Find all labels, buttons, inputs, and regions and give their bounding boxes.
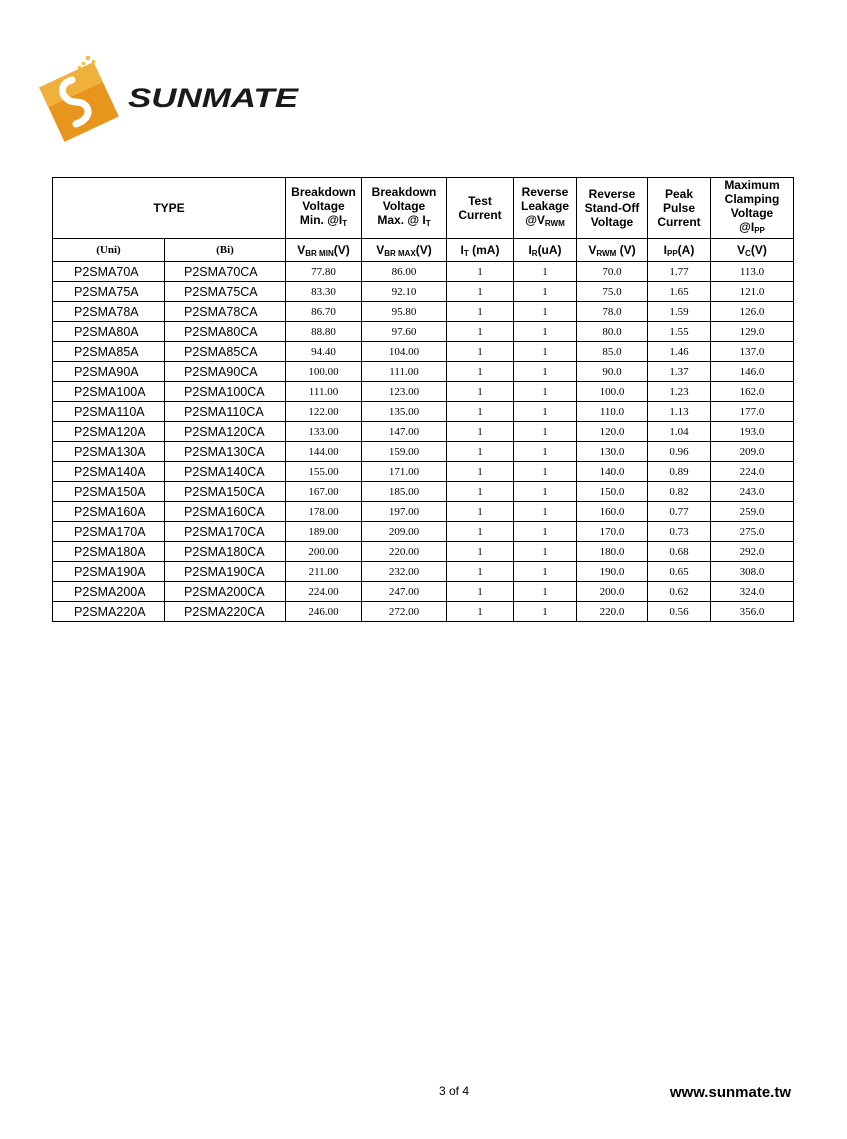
table-cell: 200.00 (286, 542, 362, 562)
table-row (53, 602, 794, 622)
table-row (53, 462, 794, 482)
table-cell: P2SMA180A (53, 542, 165, 562)
table-cell: 220.00 (362, 542, 447, 562)
table-cell: 356.0 (711, 602, 794, 622)
ipp-unit: $I_{PP}(A)$ (648, 239, 711, 262)
table-cell: 180.0 (577, 542, 648, 562)
table-cell: 70.0 (577, 262, 648, 282)
ir-unit: $I_R(uA)$ (514, 239, 577, 262)
table-cell: 224.00 (286, 582, 362, 602)
it-unit: $I_T$ (mA) (447, 239, 514, 262)
table-cell: 1 (514, 482, 577, 502)
table-row (53, 262, 794, 282)
leakage-header: Reverse Leakage $@V_{RWM}$ (514, 178, 577, 239)
table-cell: 162.0 (711, 382, 794, 402)
table-cell: 1 (514, 502, 577, 522)
vrwm-unit: $V_{RWM}$ (V) (577, 239, 648, 262)
table-cell: 1 (447, 282, 514, 302)
table-cell: 220.0 (577, 602, 648, 622)
table-row (53, 562, 794, 582)
table-cell: P2SMA100A (53, 382, 165, 402)
page-number: 3 of 4 (438, 1084, 470, 1098)
table-cell: P2SMA220A (53, 602, 165, 622)
vc-unit: $V_C(V)$ (711, 239, 794, 262)
table-cell: 113.0 (711, 262, 794, 282)
table-cell: 88.80 (286, 322, 362, 342)
table-cell: 1 (514, 422, 577, 442)
spec-table (52, 177, 794, 622)
table-cell: 1 (447, 322, 514, 342)
table-cell: 292.0 (711, 542, 794, 562)
sunmate-logo (36, 52, 306, 142)
table-cell: 197.00 (362, 502, 447, 522)
table-cell: 147.00 (362, 422, 447, 442)
table-row (53, 282, 794, 302)
table-cell: P2SMA110A (53, 402, 165, 422)
table-cell: 1.55 (648, 322, 711, 342)
table-cell: P2SMA150CA (165, 482, 286, 502)
table-cell: 193.0 (711, 422, 794, 442)
table-cell: 100.0 (577, 382, 648, 402)
table-cell: 1 (514, 402, 577, 422)
bi-unit: (Bi) (165, 239, 286, 262)
table-cell: 1 (447, 502, 514, 522)
table-cell: 0.65 (648, 562, 711, 582)
table-row (53, 402, 794, 422)
table-cell: 0.77 (648, 502, 711, 522)
table-cell: 129.0 (711, 322, 794, 342)
table-cell: 1.65 (648, 282, 711, 302)
table-cell: P2SMA190CA (165, 562, 286, 582)
table-cell: 1 (447, 402, 514, 422)
table-cell: P2SMA120A (53, 422, 165, 442)
vbr-max-header: Breakdown Voltage Max. @ $I_T$ (362, 178, 447, 239)
table-cell: 1 (447, 382, 514, 402)
table-cell: 155.00 (286, 462, 362, 482)
table-cell: 1.59 (648, 302, 711, 322)
vbr-max-unit: $V_{BR MAX}(V)$ (362, 239, 447, 262)
table-row (53, 582, 794, 602)
test-current-header: Test Current (447, 178, 514, 239)
table-cell: 211.00 (286, 562, 362, 582)
table-row (53, 302, 794, 322)
table-cell: 170.0 (577, 522, 648, 542)
table-cell: 1 (514, 362, 577, 382)
table-body (53, 262, 794, 622)
table-cell: 1 (447, 522, 514, 542)
table-cell: P2SMA160A (53, 502, 165, 522)
table-cell: 0.89 (648, 462, 711, 482)
table-cell: 135.00 (362, 402, 447, 422)
website-url: www.sunmate.tw (669, 1084, 791, 1101)
table-row (53, 502, 794, 522)
table-cell: 1 (514, 522, 577, 542)
table-cell: P2SMA80CA (165, 322, 286, 342)
table-row (53, 422, 794, 442)
table-cell: 130.0 (577, 442, 648, 462)
table-row (53, 522, 794, 542)
table-cell: 0.56 (648, 602, 711, 622)
table-cell: P2SMA140A (53, 462, 165, 482)
table-cell: 83.30 (286, 282, 362, 302)
table-cell: 110.0 (577, 402, 648, 422)
table-cell: 85.0 (577, 342, 648, 362)
table-cell: 232.00 (362, 562, 447, 582)
table-cell: 86.00 (362, 262, 447, 282)
table-cell: 171.00 (362, 462, 447, 482)
table-cell: 133.00 (286, 422, 362, 442)
table-cell: P2SMA200A (53, 582, 165, 602)
table-cell: 1 (514, 282, 577, 302)
table-cell: 209.00 (362, 522, 447, 542)
table-cell: 78.0 (577, 302, 648, 322)
table-cell: 209.0 (711, 442, 794, 462)
table-cell: P2SMA130A (53, 442, 165, 462)
table-cell: 1 (447, 362, 514, 382)
table-cell: 185.00 (362, 482, 447, 502)
table-row (53, 362, 794, 382)
table-cell: 1 (447, 442, 514, 462)
table-cell: 190.0 (577, 562, 648, 582)
table-row (53, 442, 794, 462)
standoff-header: Reverse Stand-Off Voltage (577, 178, 648, 239)
vbr-min-unit: $V_{BR MIN}(V)$ (286, 239, 362, 262)
table-cell: 1 (447, 302, 514, 322)
table-cell: 1 (514, 322, 577, 342)
table-cell: P2SMA150A (53, 482, 165, 502)
table-cell: 1 (514, 342, 577, 362)
table-cell: P2SMA120CA (165, 422, 286, 442)
peak-current-header: Peak Pulse Current (648, 178, 711, 239)
table-row (53, 322, 794, 342)
table-cell: 200.0 (577, 582, 648, 602)
table-cell: P2SMA220CA (165, 602, 286, 622)
table-cell: 94.40 (286, 342, 362, 362)
uni-unit: (Uni) (53, 239, 165, 262)
table-cell: 122.00 (286, 402, 362, 422)
table-cell: 144.00 (286, 442, 362, 462)
table-cell: 1 (447, 582, 514, 602)
table-cell: 159.00 (362, 442, 447, 462)
logo-wordmark: SUNMATE (128, 83, 300, 113)
table-cell: P2SMA170CA (165, 522, 286, 542)
table-cell: 90.0 (577, 362, 648, 382)
table-cell: 126.0 (711, 302, 794, 322)
table-cell: 272.00 (362, 602, 447, 622)
table-cell: 100.00 (286, 362, 362, 382)
table-cell: 1 (447, 542, 514, 562)
table-cell: P2SMA90CA (165, 362, 286, 382)
table-cell: 140.0 (577, 462, 648, 482)
table-cell: P2SMA90A (53, 362, 165, 382)
table-cell: 77.80 (286, 262, 362, 282)
table-cell: P2SMA100CA (165, 382, 286, 402)
clamping-header: Maximum Clamping Voltage $@I_{PP}$ (711, 178, 794, 239)
table-cell: 243.0 (711, 482, 794, 502)
table-cell: 178.00 (286, 502, 362, 522)
table-cell: 1 (514, 462, 577, 482)
table-cell: 86.70 (286, 302, 362, 322)
table-cell: 1.46 (648, 342, 711, 362)
table-cell: P2SMA85A (53, 342, 165, 362)
table-cell: P2SMA190A (53, 562, 165, 582)
table-cell: 150.0 (577, 482, 648, 502)
table-cell: P2SMA160CA (165, 502, 286, 522)
table-cell: 146.0 (711, 362, 794, 382)
table-cell: 1.04 (648, 422, 711, 442)
table-cell: 1 (514, 302, 577, 322)
table-cell: 0.73 (648, 522, 711, 542)
table-cell: 111.00 (286, 382, 362, 402)
table-cell: 1 (514, 542, 577, 562)
table-cell: 1 (514, 582, 577, 602)
table-cell: P2SMA78A (53, 302, 165, 322)
table-cell: 1.13 (648, 402, 711, 422)
table-cell: 1 (447, 482, 514, 502)
table-cell: 224.0 (711, 462, 794, 482)
table-cell: P2SMA200CA (165, 582, 286, 602)
table-cell: P2SMA75A (53, 282, 165, 302)
table-cell: 308.0 (711, 562, 794, 582)
table-cell: 1.23 (648, 382, 711, 402)
table-cell: P2SMA70A (53, 262, 165, 282)
table-cell: 1 (447, 262, 514, 282)
table-cell: 1 (447, 602, 514, 622)
table-cell: 160.0 (577, 502, 648, 522)
table-cell: 1 (514, 442, 577, 462)
type-header: TYPE (53, 178, 286, 239)
table-cell: 0.82 (648, 482, 711, 502)
table-cell: 137.0 (711, 342, 794, 362)
table-cell: 167.00 (286, 482, 362, 502)
table-cell: 1 (514, 562, 577, 582)
table-row (53, 342, 794, 362)
table-cell: P2SMA180CA (165, 542, 286, 562)
table-cell: P2SMA170A (53, 522, 165, 542)
table-cell: 1.77 (648, 262, 711, 282)
table-cell: P2SMA110CA (165, 402, 286, 422)
table-cell: 123.00 (362, 382, 447, 402)
table-cell: 177.0 (711, 402, 794, 422)
table-cell: P2SMA80A (53, 322, 165, 342)
table-cell: P2SMA130CA (165, 442, 286, 462)
table-cell: 121.0 (711, 282, 794, 302)
table-cell: P2SMA70CA (165, 262, 286, 282)
table-cell: 1 (514, 382, 577, 402)
table-cell: 104.00 (362, 342, 447, 362)
vbr-min-header: Breakdown Voltage Min. $@I_T$ (286, 178, 362, 239)
table-cell: 92.10 (362, 282, 447, 302)
table-cell: 0.68 (648, 542, 711, 562)
table-row (53, 382, 794, 402)
table-cell: 1 (514, 262, 577, 282)
table-cell: P2SMA140CA (165, 462, 286, 482)
table-cell: 247.00 (362, 582, 447, 602)
table-cell: P2SMA75CA (165, 282, 286, 302)
table-cell: 120.0 (577, 422, 648, 442)
table-cell: 95.80 (362, 302, 447, 322)
table-cell: P2SMA85CA (165, 342, 286, 362)
table-cell: 1 (447, 422, 514, 442)
table-cell: P2SMA78CA (165, 302, 286, 322)
table-cell: 1 (447, 562, 514, 582)
table-cell: 259.0 (711, 502, 794, 522)
table-cell: 111.00 (362, 362, 447, 382)
table-cell: 0.62 (648, 582, 711, 602)
table-cell: 80.0 (577, 322, 648, 342)
table-cell: 246.00 (286, 602, 362, 622)
table-cell: 1 (447, 342, 514, 362)
table-cell: 1.37 (648, 362, 711, 382)
table-cell: 275.0 (711, 522, 794, 542)
table-row (53, 482, 794, 502)
table-cell: 0.96 (648, 442, 711, 462)
table-cell: 324.0 (711, 582, 794, 602)
table-cell: 189.00 (286, 522, 362, 542)
table-cell: 1 (514, 602, 577, 622)
table-cell: 1 (447, 462, 514, 482)
table-cell: 75.0 (577, 282, 648, 302)
table-row (53, 542, 794, 562)
table-cell: 97.60 (362, 322, 447, 342)
